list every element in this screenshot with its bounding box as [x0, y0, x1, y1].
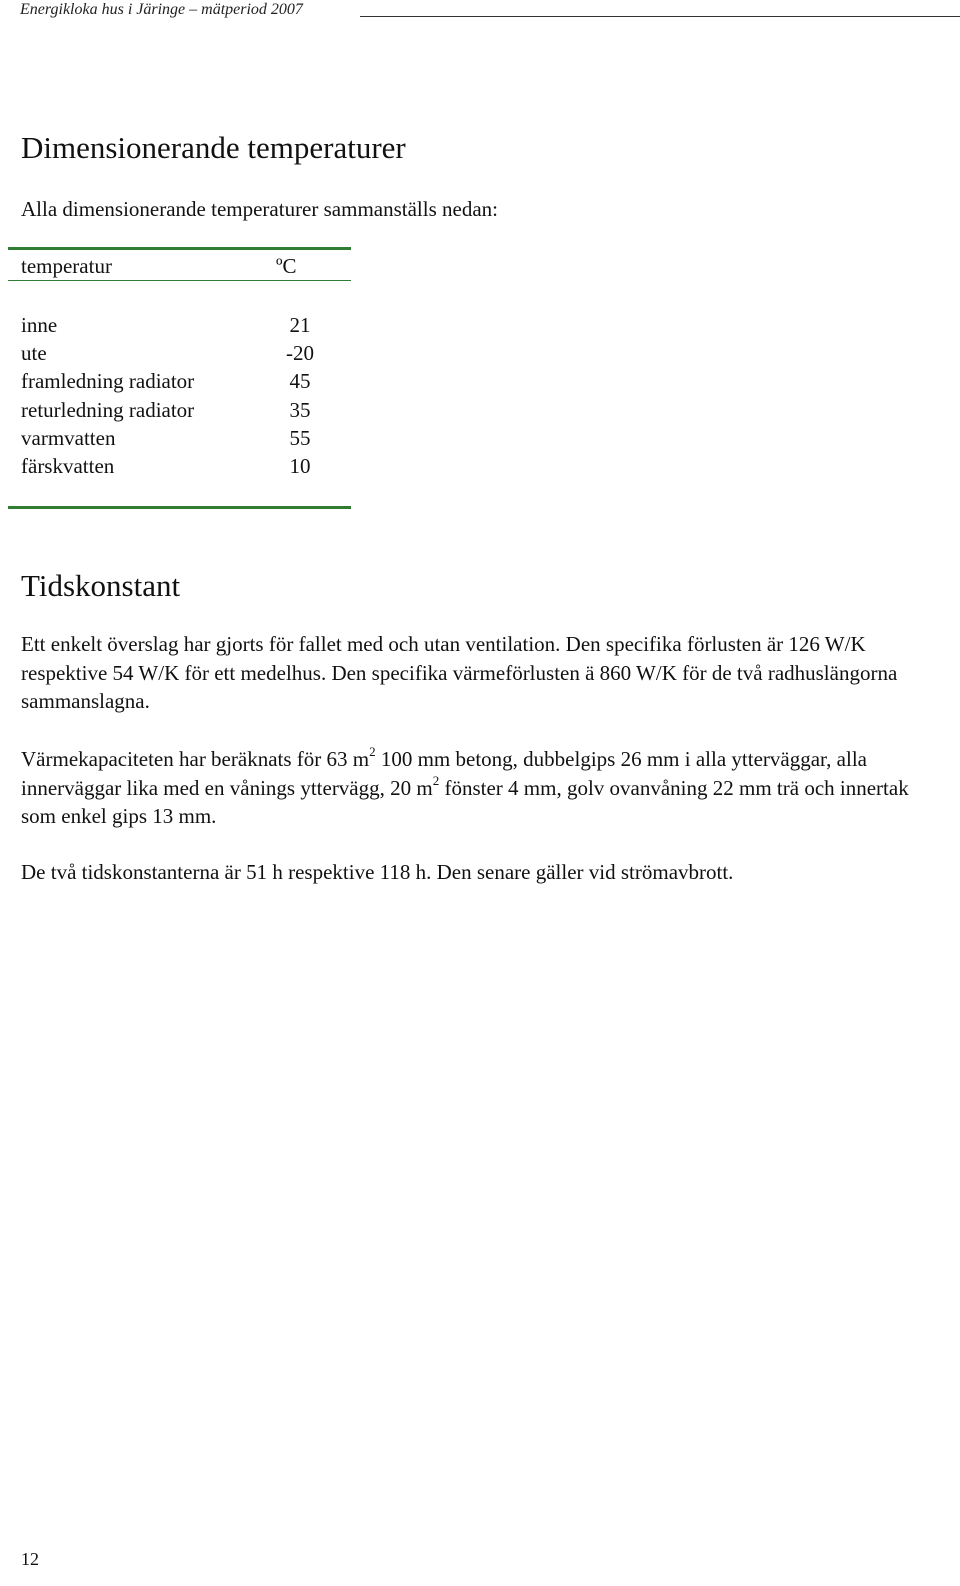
row-label: returledning radiator — [21, 397, 195, 422]
header-rule — [360, 16, 960, 17]
paragraph-text: Värmekapaciteten har beräknats för 63 m — [21, 747, 370, 771]
row-label: inne — [21, 313, 58, 337]
table-header-row — [21, 253, 321, 279]
paragraph-time-constants: De två tidskonstanterna är 51 h respektive 118 h. Den senare gäller vid strömavbrott. — [21, 860, 734, 884]
paragraph-heat-capacity — [21, 745, 941, 831]
table-row — [21, 452, 321, 480]
row-value: 10 — [289, 453, 311, 478]
running-header: Energikloka hus i Järinge – mätperiod 2007 — [20, 1, 303, 18]
row-value: 55 — [289, 425, 311, 450]
table-row — [21, 424, 321, 452]
table-bottom-rule — [8, 506, 351, 509]
table-top-rule — [8, 247, 351, 250]
row-label: framledning radiator — [21, 369, 195, 394]
row-label: varmvatten — [21, 425, 116, 450]
row-value: 21 — [289, 313, 311, 337]
paragraph-specific-loss: Ett enkelt överslag har gjorts för fallet med och utan ventilation. Den specifika förlusten är 126 W/K respektive 54 W/K för ett medelhus. Den specifika värmeförlusten ä 860 W/K för de två radhuslängorna sammanslagna. — [21, 632, 898, 713]
row-value: -20 — [286, 341, 314, 366]
table-header-label: temperatur — [21, 254, 112, 278]
superscript: 2 — [369, 744, 376, 759]
paragraph-text: fönster 4 mm, golv ovanvåning 22 mm trä och innertak som enkel gips 13 mm. — [21, 775, 909, 828]
table-header-unit: ºC — [276, 254, 297, 278]
row-label: färskvatten — [21, 453, 115, 478]
paragraph-text: 100 mm betong, dubbelgips 26 mm i alla ytterväggar, alla innerväggar lika med en vånings yttervägg, 20 m — [21, 747, 867, 800]
table-row — [21, 367, 321, 395]
superscript: 2 — [432, 772, 440, 788]
section-title-temperatures: Dimensionerande temperaturer — [21, 130, 406, 165]
table-row — [21, 396, 321, 424]
table-row — [21, 311, 321, 339]
page-number: 12 — [21, 1549, 39, 1569]
table-header-rule — [8, 280, 351, 281]
table-row — [21, 339, 321, 367]
temperature-table — [21, 311, 321, 480]
intro-text: Alla dimensionerande temperaturer sammanställs nedan: — [21, 197, 499, 221]
row-value: 45 — [289, 369, 311, 394]
row-label: ute — [21, 341, 47, 366]
section-title-time-constant: Tidskonstant — [21, 568, 181, 603]
row-value: 35 — [289, 397, 311, 422]
